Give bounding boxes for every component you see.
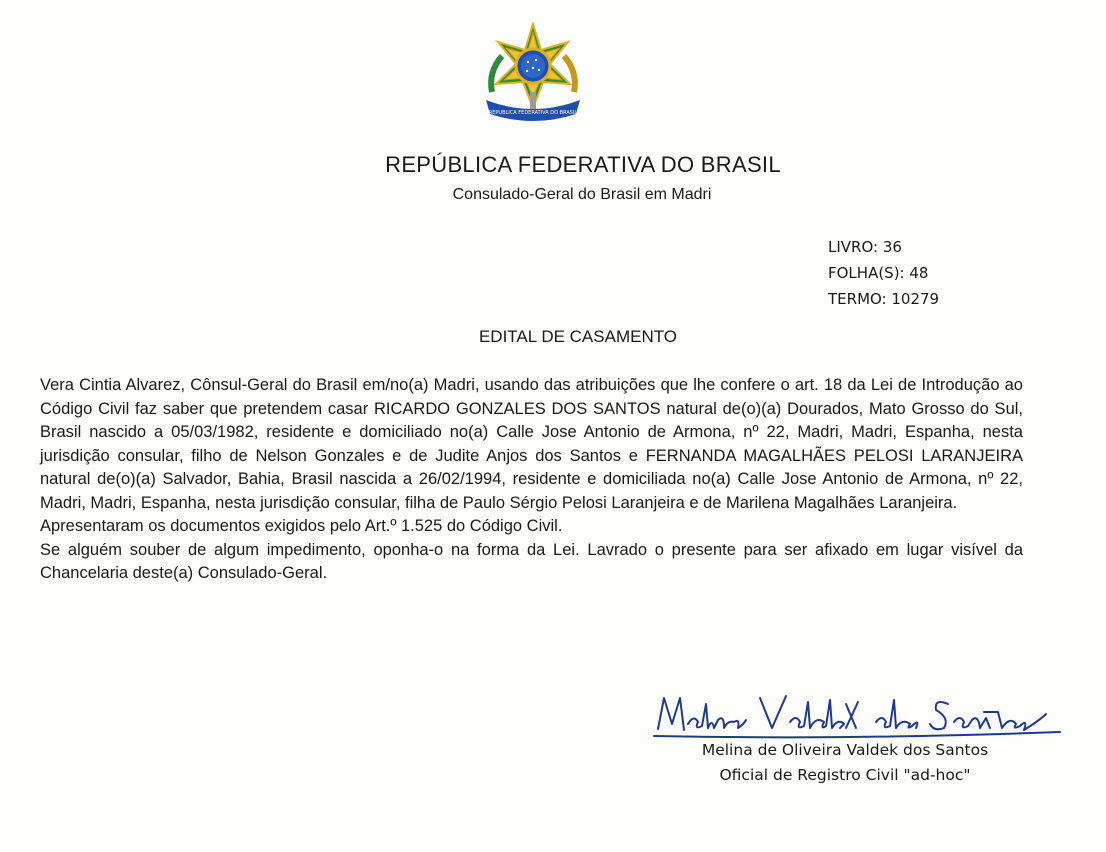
document-body <box>40 374 1023 586</box>
body-paragraph-announcement: Vera Cintia Alvarez, Cônsul-Geral do Brasil em/no(a) Madri, usando das atribuições que lhe confere o art. 18 da Lei de Introdução ao Código Civil faz saber que pretendem casar RICARDO GONZALES DOS SANTOS natural de(o)(a) Dourados, Mato Grosso do Sul, Brasil nascido a 05/03/1982, residente e domiciliado no(a) Calle Jose Antonio de Armona, nº 22, Madri, Madri, Espanha, nesta jurisdição consular, filho de Nelson Gonzales e de Judite Anjos dos Santos e FERNANDA MAGALHÃES PELOSI LARANJEIRA natural de(o)(a) Salvador, Bahia, Brasil nascida a 26/02/1994, residente e domiciliada no(a) Calle Jose Antonio de Armona, nº 22, Madri, Madri, Espanha, nesta jurisdição consular, filha de Paulo Sérgio Pelosi Laranjeira e de Marilena Magalhães Laranjeira. <box>40 376 1023 512</box>
signer-role: Oficial de Registro Civil "ad-hoc" <box>719 766 971 784</box>
country-heading: REPÚBLICA FEDERATIVA DO BRASIL <box>385 152 781 177</box>
signer-name: Melina de Oliveira Valdek dos Santos <box>701 741 989 759</box>
registry-termo: TERMO: 10279 <box>828 290 940 308</box>
brazil-coat-of-arms-icon <box>478 22 588 122</box>
svg-text:REPUBLICA FEDERATIVA DO BRASIL: REPUBLICA FEDERATIVA DO BRASIL <box>488 110 578 116</box>
body-paragraph-impediment: Se alguém souber de algum impedimento, oponha-o na forma da Lei. Lavrado o presente para ser afixado em lugar visível da Chancelaria deste(a) Consulado-Geral. <box>40 540 1023 582</box>
registry-livro: LIVRO: 36 <box>828 238 902 256</box>
registry-info <box>828 234 939 312</box>
consulate-subheading: Consulado-Geral do Brasil em Madri <box>452 186 712 203</box>
body-paragraph-documents: Apresentaram os documentos exigidos pelo Art.º 1.525 do Código Civil. <box>40 517 563 535</box>
handwritten-signature <box>650 684 1095 744</box>
registry-folhas: FOLHA(S): 48 <box>828 264 929 282</box>
document-title: EDITAL DE CASAMENTO <box>478 327 678 346</box>
signer-block <box>650 738 1040 788</box>
